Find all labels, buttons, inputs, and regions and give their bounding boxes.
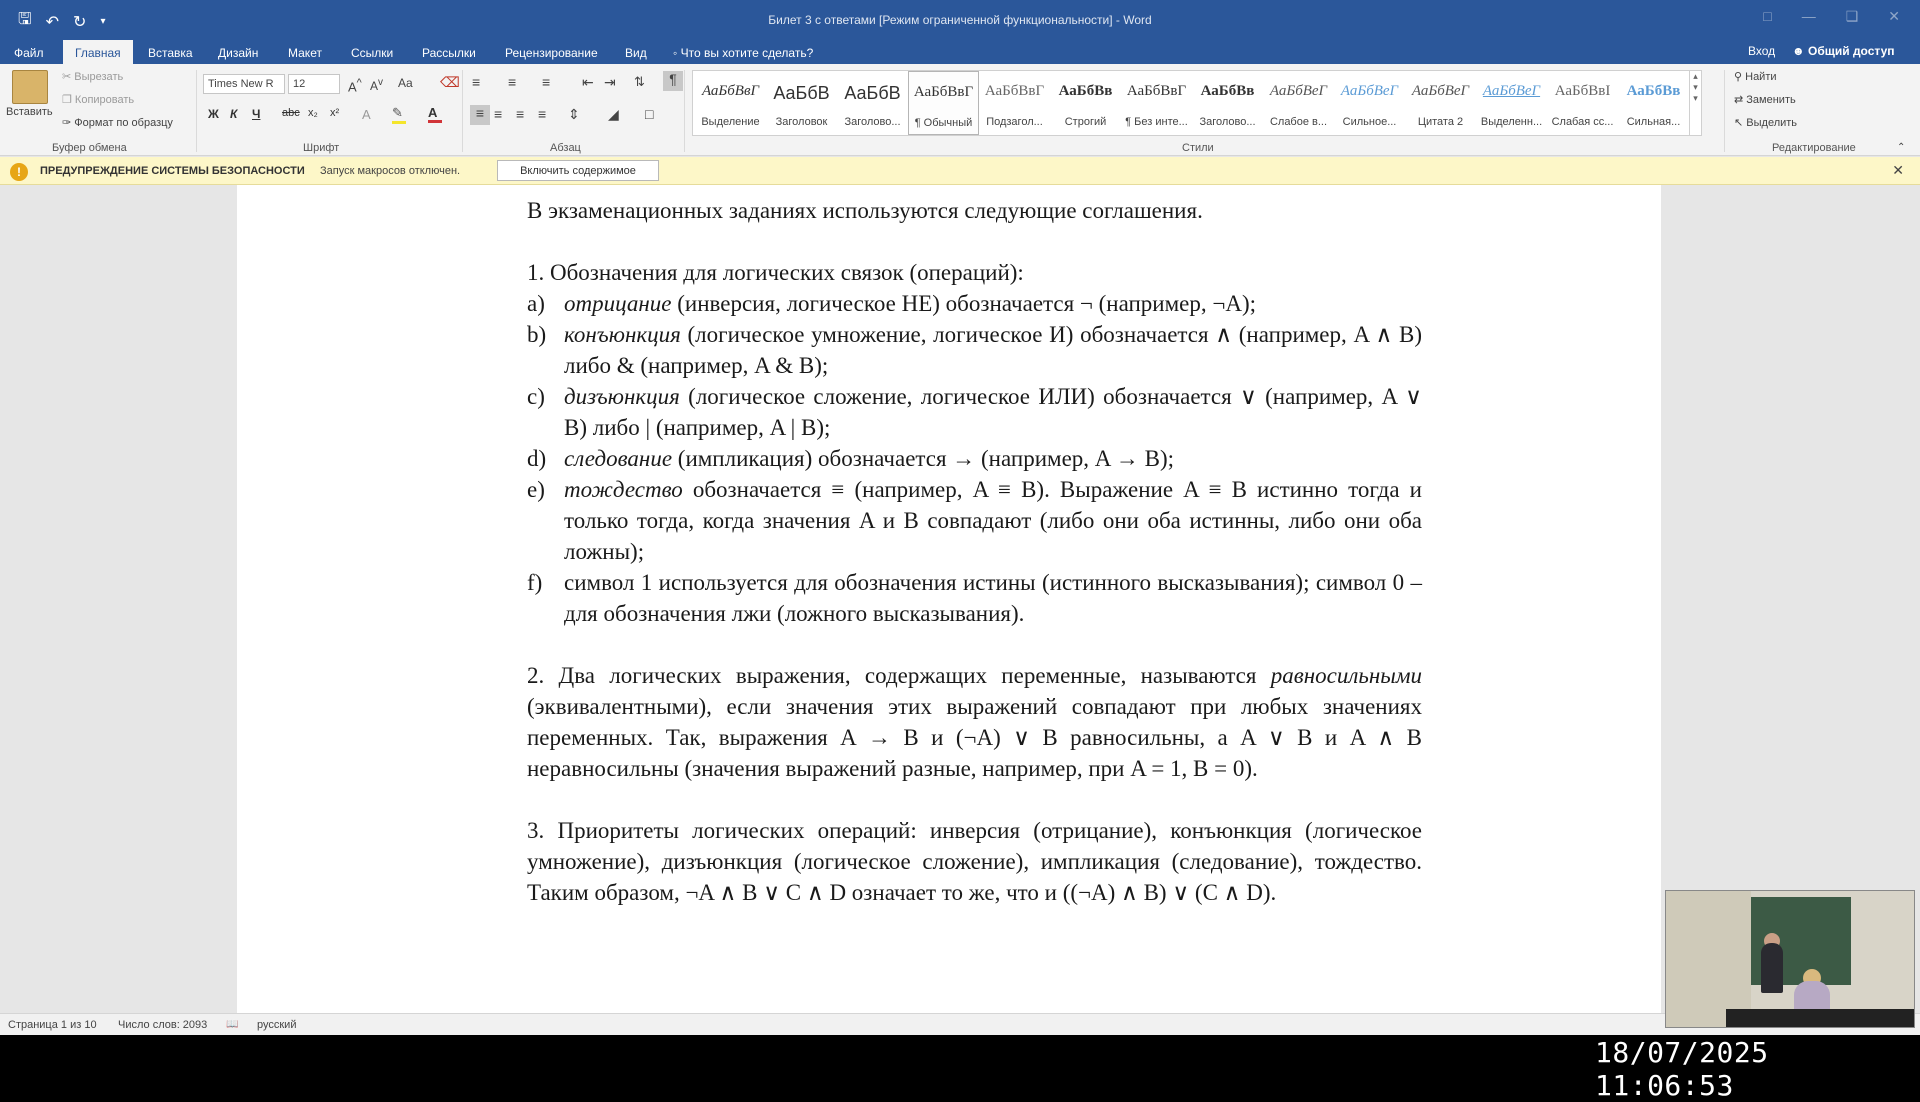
- close-icon[interactable]: ✕: [1888, 8, 1900, 24]
- language-indicator[interactable]: русский: [257, 1019, 297, 1031]
- cut-button[interactable]: [62, 70, 123, 83]
- tab-file[interactable]: Файл: [14, 46, 44, 60]
- style-name: Выделенн...: [1480, 116, 1543, 128]
- find-label: Найти: [1745, 71, 1777, 83]
- find-button[interactable]: [1734, 70, 1777, 83]
- group-separator: [1724, 70, 1725, 152]
- font-size-box[interactable]: 12: [288, 74, 340, 94]
- editing-group-label: Редактирование: [1772, 142, 1856, 154]
- item-text: (инверсия, логическое НЕ) обозначается ¬ (например, ¬A);: [671, 291, 1257, 316]
- style-item[interactable]: [1192, 71, 1263, 135]
- term: равносильными: [1270, 663, 1422, 688]
- window-title: Билет 3 с ответами [Режим ограниченной функциональности] - Word: [768, 13, 1152, 27]
- style-sample: АаБбВеГ: [1482, 83, 1541, 99]
- style-name: ¶ Обычный: [914, 117, 973, 129]
- style-name: Заголовок: [775, 116, 828, 128]
- style-sample: АаБбВв: [1058, 83, 1113, 99]
- tab-mailings[interactable]: Рассылки: [422, 46, 476, 60]
- style-name: Сильное...: [1342, 116, 1397, 128]
- style-item-selected[interactable]: [908, 71, 979, 135]
- list-label: b): [527, 322, 547, 347]
- select-label: Выделить: [1746, 117, 1798, 129]
- section-heading: 1. Обозначения для логических связок (операций):: [527, 260, 1024, 285]
- bold-button[interactable]: Ж: [208, 107, 219, 121]
- style-item[interactable]: [1476, 71, 1547, 135]
- style-sample: АаБбВв: [1626, 83, 1681, 99]
- align-center-icon[interactable]: ≡: [494, 106, 503, 122]
- change-case-button[interactable]: Aa: [398, 76, 413, 90]
- style-sample: АаБбВвГ: [701, 83, 760, 99]
- list-item: [527, 319, 1422, 381]
- shrink-font-icon[interactable]: $A^v$: [370, 77, 384, 93]
- title-bar: [0, 0, 1920, 40]
- style-name: Строгий: [1064, 116, 1107, 128]
- font-color-icon[interactable]: A: [428, 105, 444, 121]
- grow-font-icon[interactable]: A^: [348, 77, 362, 95]
- numbering-icon[interactable]: ≡: [508, 74, 517, 90]
- show-marks-icon[interactable]: ¶: [663, 71, 683, 91]
- style-sample: АаБбВеГ: [1269, 83, 1328, 99]
- section-text: 2. Два логических выражения, содержащих переменные, называются: [527, 663, 1271, 688]
- word-count[interactable]: Число слов: 2093: [118, 1019, 208, 1031]
- window-controls: [1763, 8, 1900, 25]
- customize-icon[interactable]: ▾: [100, 16, 106, 27]
- style-sample: АаБбВвГ: [1126, 83, 1187, 99]
- font-group-label: Шрифт: [303, 142, 340, 154]
- status-bar: [0, 1013, 1920, 1035]
- sign-in-link[interactable]: Вход: [1748, 44, 1776, 58]
- item-text: обозначается ≡ (например, A ≡ B). Выражение A ≡ B истинно тогда и только тогда, когда значения A и B совпадают (либо они оба истинны, либо они оба ложны);: [564, 477, 1422, 564]
- search-icon: ⚲: [1734, 71, 1746, 83]
- style-sample: АаБбВвГ: [984, 83, 1045, 99]
- superscript-button[interactable]: x²: [330, 107, 340, 119]
- list-label: f): [527, 570, 543, 595]
- list-item: [527, 443, 1422, 474]
- document-text: [527, 195, 1422, 908]
- style-name: Сильная...: [1626, 116, 1681, 128]
- tab-design[interactable]: Дизайн: [218, 46, 259, 60]
- video-desk: [1726, 1009, 1915, 1028]
- tab-home[interactable]: Главная: [63, 40, 133, 64]
- style-name: Слабое в...: [1269, 116, 1328, 128]
- list-label: a): [527, 291, 545, 316]
- document-area[interactable]: [0, 185, 1920, 1013]
- enable-content-button[interactable]: Включить содержимое: [497, 160, 659, 181]
- group-separator: [196, 70, 197, 152]
- list-label: e): [527, 477, 545, 502]
- borders-icon[interactable]: □: [645, 106, 654, 122]
- proofing-icon[interactable]: 📖: [226, 1019, 239, 1030]
- style-name: ¶ Без инте...: [1125, 116, 1188, 128]
- tab-view[interactable]: Вид: [625, 46, 647, 60]
- section-paragraph: [527, 660, 1422, 784]
- tell-me-text: Что вы хотите сделать?: [680, 46, 814, 60]
- brush-icon: ✑: [62, 117, 75, 129]
- term: дизъюнкция: [564, 384, 680, 409]
- multilevel-list-icon[interactable]: ≡: [542, 74, 551, 90]
- security-warning-bar: [0, 157, 1920, 185]
- style-sample: АаБбВеГ: [1340, 83, 1399, 99]
- list-item: [527, 288, 1422, 319]
- style-name: Выделение: [701, 116, 760, 128]
- intro-paragraph: В экзаменационных заданиях используются следующие соглашения.: [527, 198, 1203, 223]
- page-counter[interactable]: Страница 1 из 10: [8, 1019, 97, 1031]
- styles-gallery: [692, 70, 1702, 136]
- save-icon[interactable]: 🖫: [18, 11, 32, 28]
- section-text: (эквивалентными), если значения этих выражений совпадают при любых значениях переменных. Так, выражения A → B и (¬A) ∨ B равносильны, а A ∨ B и A ∧ B неравносильны (значения выражений разные, например, при A = 1, B = 0).: [527, 694, 1422, 781]
- style-sample: АаБбВвГ: [913, 84, 974, 100]
- italic-button[interactable]: К: [230, 107, 238, 121]
- ribbon-tabs: [0, 40, 1920, 64]
- style-item[interactable]: [1334, 71, 1405, 135]
- scissors-icon: ✂: [62, 71, 75, 83]
- tell-me-box[interactable]: [673, 43, 813, 64]
- redo-icon[interactable]: ↻: [73, 13, 87, 31]
- text-effects-icon[interactable]: A: [362, 107, 371, 122]
- clear-formatting-icon[interactable]: ⌫: [440, 74, 460, 90]
- recording-timestamp: 18/07/2025 11:06:53: [1595, 1036, 1769, 1102]
- style-item[interactable]: [1263, 71, 1334, 135]
- tab-insert[interactable]: Вставка: [148, 46, 193, 60]
- section-paragraph: 3. Приоритеты логических операций: инверсия (отрицание), конъюнкция (логическое умножение), дизъюнкция (логическое сложение), импликация (следование), тождество. Таким образом, ¬A ∧ B ∨ C ∧ D означает то же, что и ((¬A) ∧ B) ∨ (C ∧ D).: [527, 818, 1422, 905]
- list-item: [527, 567, 1422, 629]
- replace-icon: ⇄: [1734, 94, 1747, 106]
- paragraph-group-label: Абзац: [550, 142, 581, 154]
- replace-button[interactable]: [1734, 93, 1796, 106]
- webcam-video: [1665, 890, 1915, 1028]
- justify-icon[interactable]: ≡: [538, 106, 547, 122]
- style-sample: АаБбВ: [773, 83, 830, 103]
- security-heading: ПРЕДУПРЕЖДЕНИЕ СИСТЕМЫ БЕЗОПАСНОСТИ: [40, 165, 305, 177]
- term: тождество: [564, 477, 683, 502]
- cut-label: Вырезать: [74, 71, 124, 83]
- undo-icon[interactable]: ↶: [45, 13, 60, 31]
- document-page[interactable]: [237, 185, 1661, 1013]
- select-button[interactable]: [1734, 116, 1797, 129]
- style-item[interactable]: [695, 71, 766, 135]
- group-separator: [684, 70, 685, 152]
- styles-scroll[interactable]: ▴ ▾ ▾: [1689, 71, 1701, 135]
- paste-icon[interactable]: [12, 70, 48, 104]
- align-right-icon[interactable]: ≡: [516, 106, 525, 122]
- strikethrough-button[interactable]: abc: [282, 107, 300, 119]
- bullets-icon[interactable]: ≡: [472, 74, 481, 90]
- line-spacing-icon[interactable]: ⇕: [568, 106, 580, 122]
- close-icon[interactable]: ✕: [1892, 162, 1904, 178]
- item-text: символ 1 используется для обозначения истины (истинного высказывания); символ 0 – для обозначения лжи (ложного высказывания).: [564, 570, 1422, 626]
- term: конъюнкция: [564, 322, 681, 347]
- style-name: Цитата 2: [1417, 116, 1464, 128]
- format-painter-label: Формат по образцу: [74, 117, 173, 129]
- cursor-icon: ↖: [1734, 117, 1747, 129]
- style-name: Слабая сс...: [1551, 116, 1614, 128]
- term: отрицание: [564, 291, 672, 316]
- style-item[interactable]: [766, 71, 837, 135]
- style-sample: АаБбВ: [844, 83, 901, 103]
- font-name-box[interactable]: Times New R: [203, 74, 285, 94]
- shading-icon[interactable]: ◢: [608, 106, 619, 122]
- style-item[interactable]: [1405, 71, 1476, 135]
- term: следование: [564, 446, 673, 471]
- ribbon: [0, 64, 1920, 156]
- copy-button[interactable]: [62, 93, 134, 106]
- list-item: [527, 381, 1422, 443]
- paste-button[interactable]: Вставить: [6, 106, 53, 118]
- tab-layout[interactable]: Макет: [288, 46, 322, 60]
- copy-label: Копировать: [74, 94, 135, 106]
- tab-references[interactable]: Ссылки: [351, 46, 394, 60]
- align-left-icon[interactable]: ≡: [470, 105, 490, 125]
- maximize-icon[interactable]: ❑: [1845, 8, 1859, 24]
- style-item[interactable]: [1618, 71, 1689, 135]
- style-item[interactable]: [837, 71, 908, 135]
- styles-group-label: Стили: [1182, 142, 1214, 154]
- replace-label: Заменить: [1746, 94, 1796, 106]
- security-message: Запуск макросов отключен.: [320, 165, 461, 177]
- video-wall: [1666, 891, 1751, 1028]
- sort-icon[interactable]: ⇅: [634, 74, 645, 89]
- lightbulb-icon: ◦: [673, 46, 678, 60]
- increase-indent-icon[interactable]: ⇥: [604, 74, 616, 90]
- style-item[interactable]: [1121, 71, 1192, 135]
- format-painter-button[interactable]: [62, 116, 173, 129]
- style-item[interactable]: [979, 71, 1050, 135]
- share-button[interactable]: [1792, 44, 1895, 58]
- tab-review[interactable]: Рецензирование: [505, 46, 598, 60]
- share-label: Общий доступ: [1807, 44, 1895, 58]
- subscript-button[interactable]: x₂: [308, 107, 318, 119]
- list-item: [527, 474, 1422, 567]
- style-sample: АаБбВв: [1200, 83, 1255, 99]
- ribbon-display-icon[interactable]: □: [1763, 8, 1772, 24]
- video-person: [1761, 943, 1783, 993]
- style-sample: АаБбВеГ: [1411, 83, 1470, 99]
- style-name: Заголово...: [1199, 116, 1256, 128]
- copy-icon: ❐: [62, 94, 75, 106]
- style-name: Заголово...: [844, 116, 901, 128]
- minimize-icon[interactable]: —: [1801, 8, 1816, 24]
- collapse-ribbon-icon[interactable]: ⌃: [1897, 142, 1906, 153]
- style-item[interactable]: [1547, 71, 1618, 135]
- style-name: Подзагол...: [986, 116, 1043, 128]
- item-text: (логическое умножение, логическое И) обозначается ∧ (например, A ∧ B) либо & (например, A & B);: [564, 322, 1422, 378]
- clipboard-group-label: Буфер обмена: [52, 142, 127, 154]
- item-text: (импликация) обозначается → (например, A → B);: [672, 446, 1175, 471]
- warning-icon: !: [10, 163, 28, 181]
- item-text: (логическое сложение, логическое ИЛИ) обозначается ∨ (например, A ∨ B) либо | (например, A | B);: [564, 384, 1422, 440]
- group-separator: [462, 70, 463, 152]
- highlight-icon[interactable]: ✎: [392, 105, 408, 121]
- style-item[interactable]: [1050, 71, 1121, 135]
- decrease-indent-icon[interactable]: ⇤: [582, 74, 594, 90]
- list-label: c): [527, 384, 545, 409]
- style-sample: АаБбВвІ: [1554, 83, 1611, 99]
- list-label: d): [527, 446, 547, 471]
- person-icon: ☻: [1792, 44, 1805, 58]
- underline-button[interactable]: Ч: [252, 107, 261, 121]
